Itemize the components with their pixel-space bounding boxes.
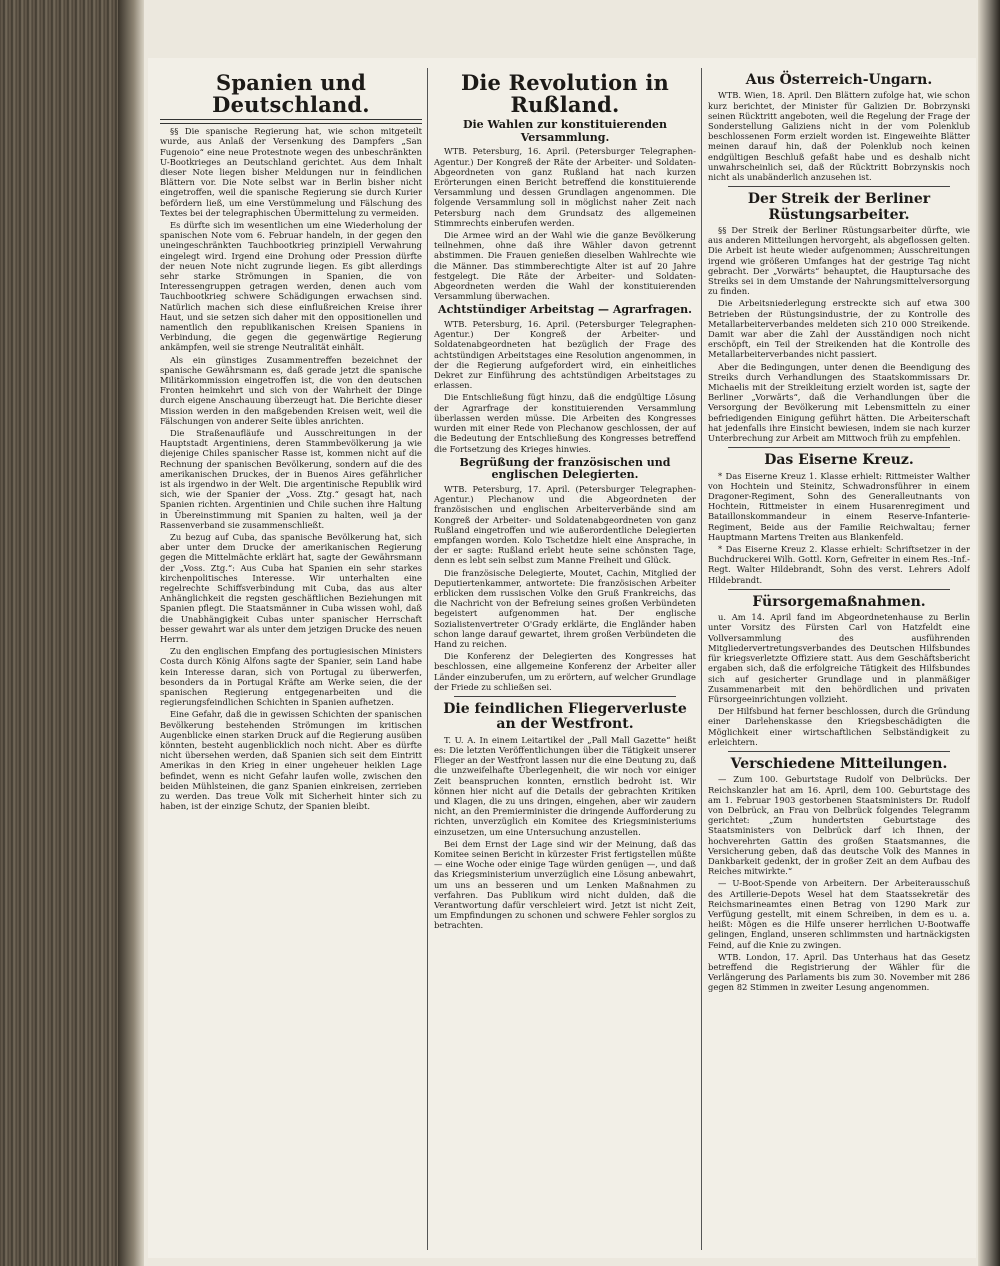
paragraph: Die Konferenz der Delegierten des Kongresses hat beschlossen, eine allgemeine Konferenz der Arbeiter aller Länder einzuberufen, um zu erörtern, auf welcher Grundlage der Friede zu schließen sei. (434, 651, 696, 692)
article-title: Die Revolution in Rußland. (460, 70, 670, 118)
paragraph: WTB. Petersburg, 16. April. (Petersburger Telegraphen-Agentur.) Der Kongreß der Räte der Arbeiter- und Soldaten-Abgeordneten von ganz Rußland hat nach kurzen Erörterungen einen Bericht betreffend die konstituierende Versammlung und dessen Grundlagen angenommen. Die folgende Versammlung soll in möglichst naher Zeit nach Petersburg nach dem Grundsatz des allgemeinen Stimmrechts einberufen werden. (434, 146, 696, 228)
paragraph: Die französische Delegierte, Moutet, Cachin, Mitglied der Deputiertenkammer, antwortete: Die französischen Arbeiter erblicken dem russischen Volke den Gruß Frankreichs, das die Nachricht von der Befreiung seines großen Verbündeten begeistert aufgenommen hat. Der englische Sozialistenvertreter O'Grady erklärte, die Engländer haben schon lange darauf gewartet, ihrem großen Verbündeten die Hand zu reichen. (434, 567, 696, 650)
section-divider (728, 447, 950, 448)
paragraph: Die Straßenaufläufe und Ausschreitungen in der Hauptstadt Argentiniens, deren Stammbevölkerung ja wie diejenige Chiles spanischer Rasse ist, kommen nicht auf die Rechnung der spanischen Bevölkerung, sondern auf die des amerikanischen Druckes, der in Buenos Aires gefährlicher ist als irgendwo in der Welt. Die argentinische Republik wird sich, wie der Spanier der „Voss. Ztg.“ gesagt hat, nach Spanien richten. Argentinien und Chile suchen ihre Haltung in Übereinstimmung mit Spanien zu halten, weil ja der Rassenverband sie zusammenschließt. (160, 427, 422, 530)
section-divider (728, 589, 950, 590)
paragraph: Bei dem Ernst der Lage sind wir der Meinung, daß das Komitee seinen Bericht in kürzester Frist fertigstellen müßte — eine Woche oder einige Tage würden genügen —, und daß das Kriegsministerium unverzüglich eine Lösung anbewahrt, um uns an besseren und um Lenken Maßnahmen zu verfahren. Das Publikum wird nicht dulden, daß die Verantwortung dafür verschleiert wird. Jetzt ist nicht Zeit, um Empfindungen zu schonen und schwere Fehler sorglos zu betrachten. (434, 838, 696, 931)
article-title: Die feindlichen Fliegerverluste an der Westfront. (443, 701, 687, 733)
book-spine (0, 0, 118, 1266)
section-divider (728, 751, 950, 752)
binding-shadow (118, 0, 144, 1266)
subheading: Die Wahlen zur konstituierenden Versammlung. (462, 118, 668, 144)
title-divider (160, 119, 422, 124)
paragraph: WTB. Petersburg, 16. April. (Petersburger Telegraphen-Agentur.) Der Kongreß der Arbeiter- und Soldatenabgeordneten hat bezüglich der Frage des achtstündigen Arbeitstages eine Resolution angenommen, in der die Regierung aufgefordert wird, ein einheitliches Dekret zur Einführung des achtstündigen Arbeitstages zu erlassen. (434, 319, 696, 391)
column-spanien (160, 68, 422, 1250)
paragraph: WTB. Wien, 18. April. Den Blättern zufolge hat, wie schon kurz berichtet, der Minister für Galizien Dr. Bobrzynski seinen Rücktritt angeboten, weil die Regelung der Frage der Sonderstellung Galiziens nicht in der vom Polenklub beschlossenen Form erzielt worden ist. Eingeweihte Blätter meinen darauf hin, daß der Polenklub noch keinen endgültigen Beschluß gefaßt habe und es deshalb nicht unwahrscheinlich sei, daß der Rücktritt Bobrzynskis noch nicht als unabänderlich anzusehen ist. (708, 90, 970, 183)
newspaper-page (148, 58, 976, 1258)
page-edge (978, 0, 1000, 1266)
paragraph: u. Am 14. April fand im Abgeordnetenhause zu Berlin unter Vorsitz des Fürsten Carl von Hatzfeldt eine Vollversammlung des ausführenden Mitgliedervertretungsverbandes des Deutschen Hilfsbundes für kriegsverletzte Offiziere statt. Aus dem Geschäftsbericht ergaben sich, daß die erfolgreiche Tätigkeit des Hilfsbundes sich auf gesicherter Grundlage und in planmäßiger Zusammenarbeit mit den behördlichen und privaten Fürsorgeeinrichtungen vollzieht. (708, 612, 970, 704)
column-revolution (434, 68, 696, 1250)
column-rule (427, 68, 428, 1250)
paragraph: §§ Die spanische Regierung hat, wie schon mitgeteilt wurde, aus Anlaß der Versenkung des Dampfers „San Fugenoio“ eine neue Protestnote wegen des unbeschränkten U-Bootkrieges an Deutschland gerichtet. Aus dem Inhalt dieser Note liegen bisher Meldungen nur in feindlichen Blättern vor. Die Note selbst war in Berlin bisher nicht eingetroffen, weil die spanische Regierung sie durch Kurier befördern ließ, um eine Verstümmelung und Fälschung des Textes bei der telegraphischen Übermittelung zu vermeiden. (160, 126, 422, 218)
article-title: Aus Österreich-Ungarn. (745, 72, 933, 88)
paragraph: Zu bezug auf Cuba, das spanische Bevölkerung hat, sich aber unter dem Drucke der amerikanischen Regierung gegen die Mittelmächte erklärt hat, sagte der Gewährsmann der „Voss. Ztg.“: Aus Cuba hat Spanien ein sehr starkes kirchenpolitisches Interesse. Wir unterhalten eine regelrechte Schiffsverbindung mit Cuba, das aus alter Anhänglichkeit die regsten geschäftlichen Beziehungen mit Spanien pflegt. Die Staatsmänner in Cuba wissen wohl, daß die Unabhängigkeit Cubas unter spanischer Herrschaft besser gewahrt war als unter dem jetzigen Drucke des neuen Herrn. (160, 532, 422, 645)
paragraph: Die Armee wird an der Wahl wie die ganze Bevölkerung teilnehmen, ohne daß ihre Wähler davon getrennt abstimmen. Die Frauen genießen dieselben Wahlrechte wie die Männer. Das stimmberechtigte Alter ist auf 20 Jahre festgelegt. Die Räte der Arbeiter- und Soldaten-Abgeordneten werden die Wahl der konstituierenden Versammlung überwachen. (434, 230, 696, 302)
paragraph: — U-Boot-Spende von Arbeitern. Der Arbeiterausschuß des Artillerie-Depots Wesel hat dem Staatssekretär des Reichsmarineamtes einen Betrag von 1290 Mark zur Verfügung gestellt, mit einem Schreiben, in dem es u. a. heißt: Mögen es die Hilfe unserer herrlichen U-Bootwaffe gelingen, England, unseren schlimmsten und hartnäckigsten Feind, auf die Knie zu zwingen. (708, 878, 970, 950)
article-title: Spanien und Deutschland. (212, 70, 370, 118)
article-title: Der Streik der Berliner Rüstungsarbeiter. (747, 191, 931, 223)
paragraph: Als ein günstiges Zusammentreffen bezeichnet der spanische Gewährsmann es, daß gerade jetzt die spanische Militärkommission eingetroffen ist, die von den deutschen Fronten heimkehrt und sich von der Wahrheit der Dinge durch eigene Anschauung überzeugt hat. Die Berichte dieser Mission werden in den maßgebenden Kreisen weit, weil die Fälschungen von anderer Seite übles anrichten. (160, 354, 422, 426)
paragraph: WTB. London, 17. April. Das Unterhaus hat das Gesetz betreffend die Registrierung der Wähler für die Verlängerung des Parlaments bis zum 30. November mit 286 gegen 82 Stimmen in zweiter Lesung angenommen. (708, 951, 970, 993)
paragraph: * Das Eiserne Kreuz 1. Klasse erhielt: Rittmeister Walther von Hochtein und Steinitz, Schwadronsführer in einem Dragoner-Regiment, Sohn des Generalleutnants von Hochtein, Rittmeister in einem Husarenregiment und Bataillonskommandeur in einem Reserve-Infanterie-Regiment, Beide aus der Familie Reichwaltau; ferner Hauptmann Martens Treiten aus Blankenfeld. (708, 470, 970, 542)
section-divider (728, 186, 950, 187)
subheading: Begrüßung der französischen und englischen Delegierten. (459, 455, 671, 482)
article-title: Fürsorgemaßnahmen. (752, 593, 926, 610)
paragraph: Die Arbeitsniederlegung erstreckte sich auf etwa 300 Betrieben der Rüstungsindustrie, der zu Kontrolle des Metallarbeiterverbandes meldeten sich 210 000 Streikende. Damit war aber die Zahl der Ausständigen noch nicht erschöpft, ein Teil der Streikenden hat die Kontrolle des Metallarbeiterverbandes nicht passiert. (708, 298, 970, 360)
paragraph: T. U. A. In einem Leitartikel der „Pall Mall Gazette“ heißt es: Die letzten Veröffentlichungen über die Tätigkeit unserer Flieger an der Westfront lassen nur die eine Deutung zu, daß die unzweifelhafte Überlegenheit, die wir noch vor einiger Zeit beanspruchen konnten, ernstlich bedroht ist. Wir können hier nicht auf die Details der gebrachten Kritiken und Klagen, die zu uns dringen, eingehen, aber wir zaudern nicht, an den Premierminister die dringende Aufforderung zu richten, unverzüglich ein Komitee des Kriegsministeriums einzusetzen, um eine Untersuchung anzustellen. (434, 734, 696, 837)
section-divider (454, 696, 676, 697)
paragraph: Zu den englischen Empfang des portugiesischen Ministers Costa durch König Alfons sagte der Spanier, sein Land habe kein Interesse daran, sich von Portugal zu überwerfen, besonders da in Portugal Kräfte am Werke seien, die der spanischen Regierung entgegenarbeiten und die regierungsfeindlichen Schichten in Spanien aufhetzen. (160, 646, 422, 708)
paragraph: §§ Der Streik der Berliner Rüstungsarbeiter dürfte, wie aus anderen Mitteilungen hervorgeht, als abgeflossen gelten. Die Arbeit ist heute wieder aufgenommen; Ausschreitungen irgend wie größeren Umfanges hat der gestrige Tag nicht gebracht. Der „Vorwärts“ behauptet, die Hauptursache des Streiks sei in dem Umstande der Nahrungsmittelversorgung zu finden. (708, 225, 970, 297)
paragraph: * Das Eiserne Kreuz 2. Klasse erhielt: Schriftsetzer in der Buchdruckerei Wilh. Gottl. Korn, Gefreiter in einem Res.-Inf.-Regt. Walter Hildebrandt, Sohn des verst. Lehrers Adolf Hildebrandt. (708, 544, 970, 585)
subheading: Achtstündiger Arbeitstag — Agrarfragen. (438, 303, 692, 317)
column-oesterreich (708, 68, 970, 1250)
paragraph: Die Entschließung fügt hinzu, daß die endgültige Lösung der Agrarfrage der konstituierenden Versammlung überlassen werden müsse. Die Arbeiten des Kongresses wurden mit einer Rede von Plechanow geschlossen, der auf die Bedeutung der Entschließung des Kongresses betreffend die Fortsetzung des Krieges hinwies. (434, 392, 696, 454)
paragraph: Aber die Bedingungen, unter denen die Beendigung des Streiks durch Verhandlungen des Staatskommissars Dr. Michaelis mit der Streikleitung erzielt worden ist, sagte der Berliner „Vorwärts“, daß die Verhandlungen über die Versorgung der Bevölkerung mit Lebensmitteln zu einer befriedigenden Einigung geführt hätten. Die Arbeiterschaft hat jedenfalls ihre Einsicht bewiesen, indem sie nach kurzer Unterbrechung zur Arbeit am Mittwoch früh zu empfehlen. (708, 361, 970, 444)
paragraph: Der Hilfsbund hat ferner beschlossen, durch die Gründung einer Darlehenskasse den Kriegsbeschädigten die Möglichkeit einer wirtschaftlichen Selbständigkeit zu erleichtern. (708, 706, 970, 747)
paragraph: — Zum 100. Geburtstage Rudolf von Delbrücks. Der Reichskanzler hat am 16. April, dem 100. Geburtstage des am 1. Februar 1903 gestorbenen Staatsministers Dr. Rudolf von Delbrück, an Frau von Delbrück folgendes Telegramm gerichtet: „Zum hundertsten Geburtstage des Staatsministers von Delbrück darf ich Ihnen, der hochverehrten Gattin des großen Staatsmannes, die Versicherung geben, daß das deutsche Volk des Mannes in Dankbarkeit gedenkt, der in großer Zeit an dem Aufbau des Reiches mitwirkte.“ (708, 774, 970, 877)
paragraph: WTB. Petersburg, 17. April. (Petersburger Telegraphen-Agentur.) Plechanow und die Abgeordneten der französischen und englischen Arbeiterverbände sind am Kongreß der Arbeiter- und Soldatenabgeordneten von ganz Rußland eingetroffen und wie außerordentliche Delegierten empfangen worden. Kolo Tschetdze hielt eine Ansprache, in der er sagte: Rußland erlebt heute seine schönsten Tage, denn es lebt sein selbst zum Manne Freiheit und Glück. (434, 483, 696, 566)
paragraph: Eine Gefahr, daß die in gewissen Schichten der spanischen Bevölkerung bestehenden Strömungen im kritischen Augenblicke einen starken Druck auf die Regierung ausüben könnten, besteht augenblicklich noch nicht. Aber es dürfte nicht übersehen werden, daß Spanien sich seit dem Eintritt Amerikas in den Krieg in einer ungeheuer heiklen Lage befindet, wenn es nicht Gefahr laufen wolle, zwischen den beiden Mühlsteinen, die ganz Spanien einkreisen, zerrieben zu werden. Das treue Volk mit Sicherheit hinter sich zu haben, ist der einzige Schutz, der Spanien bleibt. (160, 709, 422, 812)
column-rule (701, 68, 702, 1250)
article-title: Verschiedene Mitteilungen. (730, 755, 948, 772)
paragraph: Es dürfte sich im wesentlichen um eine Wiederholung der spanischen Note vom 6. Februar handeln, in der gegen den uneingeschränkten Tauchbootkrieg prinzipiell Verwahrung eingelegt wird. Irgend eine Drohung oder Pression dürfte der neuen Note nicht zugrunde liegen. Es gibt allerdings sehr starke Strömungen in Spanien, die von Interessengruppen getragen werden, denen auch vom Tauchbootkrieg schwere Schädigungen erwachsen sind. Natürlich machen sich diese einflußreichen Kreise ihrer Haut, und sie setzen sich daher mit den oppositionellen und namentlich den republikanischen Kreisen Spaniens in Verbindung, die gegen die gegenwärtige Regierung ankämpfen, weil sie strenge Neutralität einhält. (160, 219, 422, 353)
article-title: Das Eiserne Kreuz. (764, 452, 914, 469)
